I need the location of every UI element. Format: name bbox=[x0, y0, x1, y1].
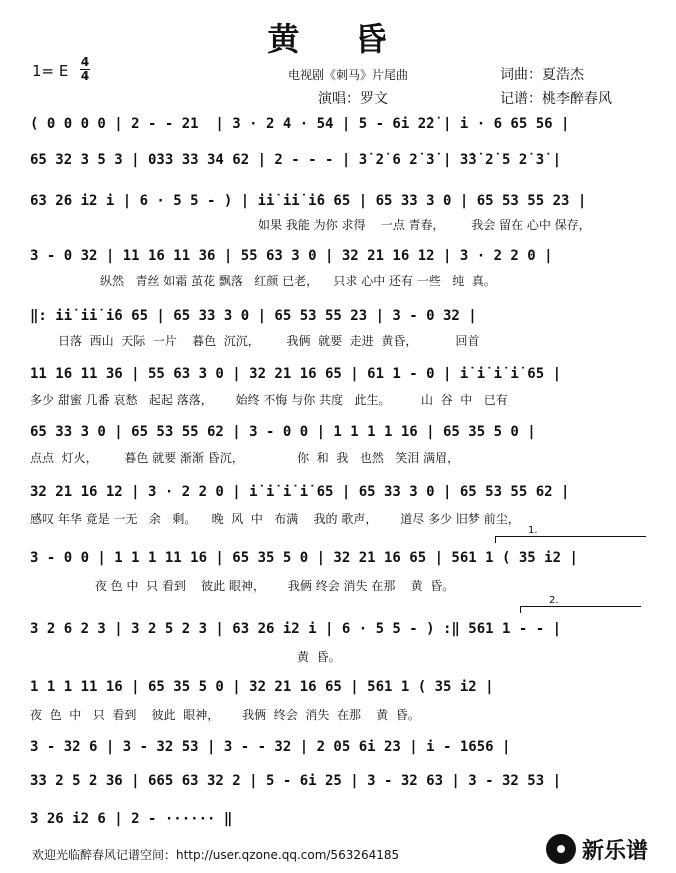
composer: 词曲：夏浩杰 bbox=[500, 67, 584, 83]
lyrics-line: 夜 色 中 只 看到 彼此 眼神， 我俩 终会 消失 在那 黄 昏。 bbox=[30, 708, 420, 722]
lyrics-line: 日落 西山 天际 一片 暮色 沉沉， 我俩 就要 走进 黄昏， 回首 bbox=[58, 334, 480, 348]
subtitle: 电视剧《刺马》片尾曲 bbox=[288, 68, 409, 82]
site-logo bbox=[546, 830, 672, 868]
lyrics-line: 感叹 年华 竟是 一无 余 剩。 晚 风 中 布满 我的 歌声， 道尽 多少 旧梦 前尘， bbox=[30, 512, 520, 526]
time-signature bbox=[80, 56, 90, 83]
notes-line: 3 2 6 2 3 | 3 2 5 2 3 | 63 26 i2 i | 6 · 5 5 - ) :‖ 561 1 - - | bbox=[30, 621, 562, 637]
lyrics-line: 纵然 青丝 如霜 茧花 飘落 红颜 已老， 只求 心中 还有 一些 纯 真。 bbox=[100, 274, 496, 288]
notes-line: 1 1 1 11 16 | 65 35 5 0 | 32 21 16 65 | 561 1 ( 35 i2 | bbox=[30, 679, 494, 695]
notes-line: 3 - 0 32 | 11 16 11 36 | 55 63 3 0 | 32 21 16 12 | 3 · 2 2 0 | bbox=[30, 248, 553, 264]
time-sig-top: 4 bbox=[80, 55, 90, 69]
notes-line: ‖: i̇i̇ i̇i̇ i̇6 65 | 65 33 3 0 | 65 53 55 23 | 3 - 0 32 | bbox=[30, 308, 477, 324]
notes-line: 65 32 3 5 3 | 033 33 34 62 | 2 - - - | 3̇ 2̇ 6 2̇ 3̇ | 3̇3̇ 2̇ 5 2̇ 3̇ | bbox=[30, 152, 562, 168]
lyrics-line: 点点 灯火， 暮色 就要 渐渐 昏沉， 你 和 我 也然 笑泪 满眉， bbox=[30, 451, 460, 465]
page-title: 黄 昏 bbox=[267, 20, 409, 58]
notes-line: 33 2 5 2 36 | 665 63 32 2 | 5 - 6i 25 | 3 - 32 63 | 3 - 32 53 | bbox=[30, 773, 562, 789]
lyrics-line: 如果 我能 为你 求得 一点 青春， 我会 留在 心中 保存， bbox=[258, 218, 591, 232]
volta-bracket-2: 2. bbox=[520, 606, 641, 613]
record-disc-icon bbox=[546, 834, 576, 864]
time-sig-bottom: 4 bbox=[80, 69, 90, 83]
notes-line: 65 33 3 0 | 65 53 55 62 | 3 - 0 0 | 1 1 1 1 16 | 65 35 5 0 | bbox=[30, 424, 536, 440]
lyrics-line: 黄 昏。 bbox=[30, 650, 341, 664]
notes-line: 3 - 0 0 | 1 1 1 11 16 | 65 35 5 0 | 32 21 16 65 | 561 1 ( 35 i2 | bbox=[30, 550, 578, 566]
notes-line: 11 16 11 36 | 55 63 3 0 | 32 21 16 65 | 61 1 - 0 | i̇ i̇ i̇ i̇ 65 | bbox=[30, 366, 562, 382]
lyrics-line: 夜 色 中 只 看到 彼此 眼神， 我俩 终会 消失 在那 黄 昏。 bbox=[30, 579, 455, 593]
notes-line: 3 26 i2 6 | 2 - ······ ‖ bbox=[30, 811, 233, 827]
lyrics-line: 多少 甜蜜 几番 哀愁 起起 落落， 始终 不悔 与你 共度 此生。 山 谷 中 已有 bbox=[30, 393, 508, 407]
notes-line: ( 0 0 0 0 | 2 - - 21 | 3 · 2 4 · 54 | 5 - 6i 2̇2̇ | i · 6 65 56 | bbox=[30, 116, 570, 132]
footer-credit: 欢迎光临醉春风记谱空间：http://user.qzone.qq.com/563264185 bbox=[32, 848, 400, 862]
key-signature: 1= E bbox=[32, 62, 69, 80]
logo-text: 新乐谱 bbox=[582, 838, 649, 864]
notes-line: 63 26 i2 i | 6 · 5 5 - ) | i̇i̇ i̇i̇ i̇6 65 | 65 33 3 0 | 65 53 55 23 | bbox=[30, 193, 587, 209]
notes-line: 32 21 16 12 | 3 · 2 2 0 | i̇ i̇ i̇ i̇ 65 | 65 33 3 0 | 65 53 55 62 | bbox=[30, 484, 570, 500]
transcriber: 记谱：桃李醉春风 bbox=[500, 91, 612, 107]
volta-bracket-1: 1. bbox=[495, 536, 646, 543]
notes-line: 3 - 32 6 | 3 - 32 53 | 3 - - 32 | 2 05 6i 23 | i - 1656 | bbox=[30, 739, 511, 755]
singer: 演唱：罗文 bbox=[318, 91, 388, 107]
